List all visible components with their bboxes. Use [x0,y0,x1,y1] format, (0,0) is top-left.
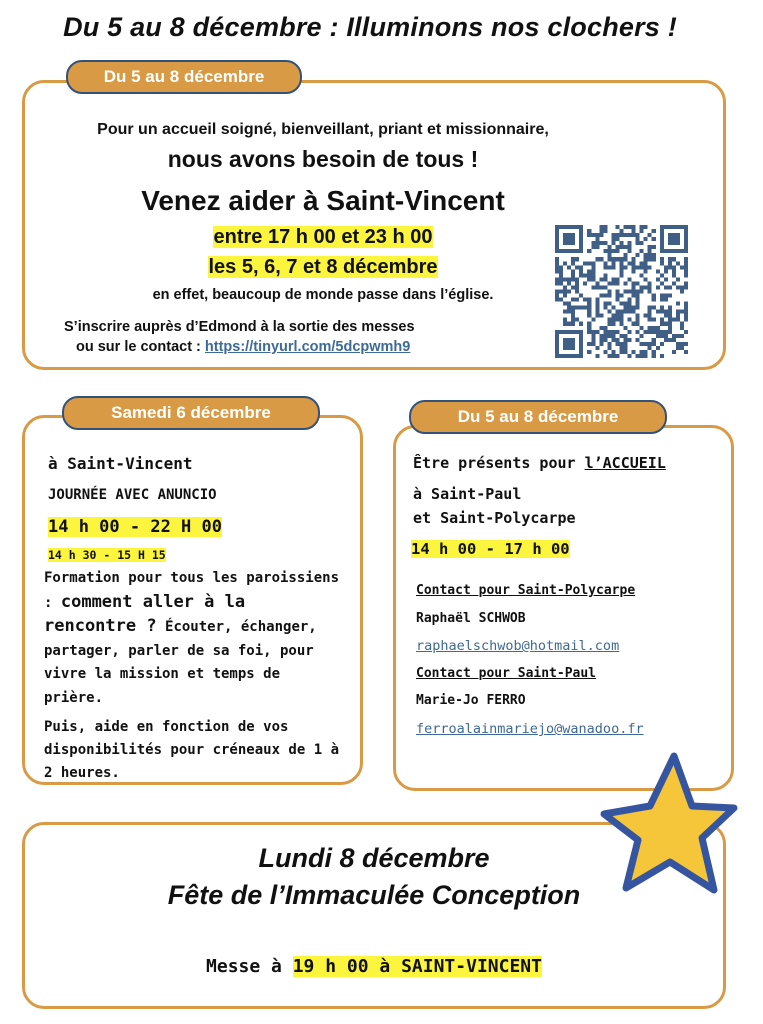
monday-date: Lundi 8 décembre [258,843,490,873]
saturday-tab: Samedi 6 décembre [62,396,320,430]
monday-mass [22,956,726,977]
top-box-tab: Du 5 au 8 décembre [66,60,302,94]
saturday-desc-c: Écouter, échanger, partager, parler de sa foi, pour vivre la mission et temps de prière. [44,619,317,706]
saturday-description [44,567,344,710]
top-dates [48,256,598,279]
top-time-highlight: entre 17 h 00 et 23 h 00 [213,226,433,248]
top-contact-prefix: ou sur le contact : [76,339,205,355]
welcome-heading-underlined: l’ACCUEIL [584,454,666,472]
top-signup-text: S’inscrire auprès d’Edmond à la sortie des messes [64,319,415,335]
monday-mass-highlight: 19 h 00 à SAINT-VINCENT [292,956,542,977]
top-dates-highlight: les 5, 6, 7 et 8 décembre [208,256,438,278]
contact-paul-email[interactable]: ferroalainmariejo@wanadoo.fr [416,721,644,737]
monday-mass-prefix: Messe à [206,956,293,977]
top-reason-text: en effet, beaucoup de monde passe dans l’église. [152,287,494,303]
top-headline: Venez aider à Saint-Vincent [141,185,505,216]
saturday-desc-a: Formation pour tous les paroissiens : [44,570,340,611]
page-title: Du 5 au 8 décembre : Illuminons nos clochers ! [63,12,677,42]
welcome-heading-prefix: Être présents pour [413,454,585,472]
saturday-time-sub-highlight: 14 h 30 - 15 H 15 [48,548,166,562]
contact-polycarpe-label: Contact pour Saint-Polycarpe [416,583,636,598]
top-contact-line [76,339,410,355]
saturday-event: JOURNÉE AVEC ANUNCIO [48,487,217,503]
top-time [48,226,598,249]
signup-link[interactable]: https://tinyurl.com/5dcpwmh9 [204,339,411,355]
welcome-time [411,540,570,558]
welcome-time-highlight: 14 h 00 - 17 h 00 [411,540,570,558]
saturday-time-main [48,517,222,537]
top-need-text: nous avons besoin de tous ! [167,146,479,172]
top-intro-text: Pour un accueil soigné, bienveillant, priant et missionnaire, [97,121,549,138]
welcome-place-2: et Saint-Polycarpe [413,509,576,527]
contact-paul-name: Marie-Jo FERRO [416,693,526,708]
star-icon [598,750,738,900]
contact-paul-label: Contact pour Saint-Paul [416,666,597,681]
saturday-time-main-highlight: 14 h 00 - 22 H 00 [48,517,222,537]
contact-polycarpe-name: Raphaël SCHWOB [416,611,526,626]
welcome-place-1: à Saint-Paul [413,485,522,503]
qr-code-icon [555,225,688,358]
saturday-time-sub [48,548,166,562]
welcome-heading [413,454,666,472]
contact-polycarpe-email[interactable]: raphaelschwob@hotmail.com [416,638,620,654]
saturday-help-text: Puis, aide en fonction de vos disponibilités pour créneaux de 1 à 2 heures. [44,719,340,781]
saturday-desc-b: comment aller à la rencontre ? [44,591,246,636]
welcome-tab: Du 5 au 8 décembre [409,400,667,434]
monday-feast: Fête de l’Immaculée Conception [167,880,581,910]
saturday-place: à Saint-Vincent [48,454,193,473]
